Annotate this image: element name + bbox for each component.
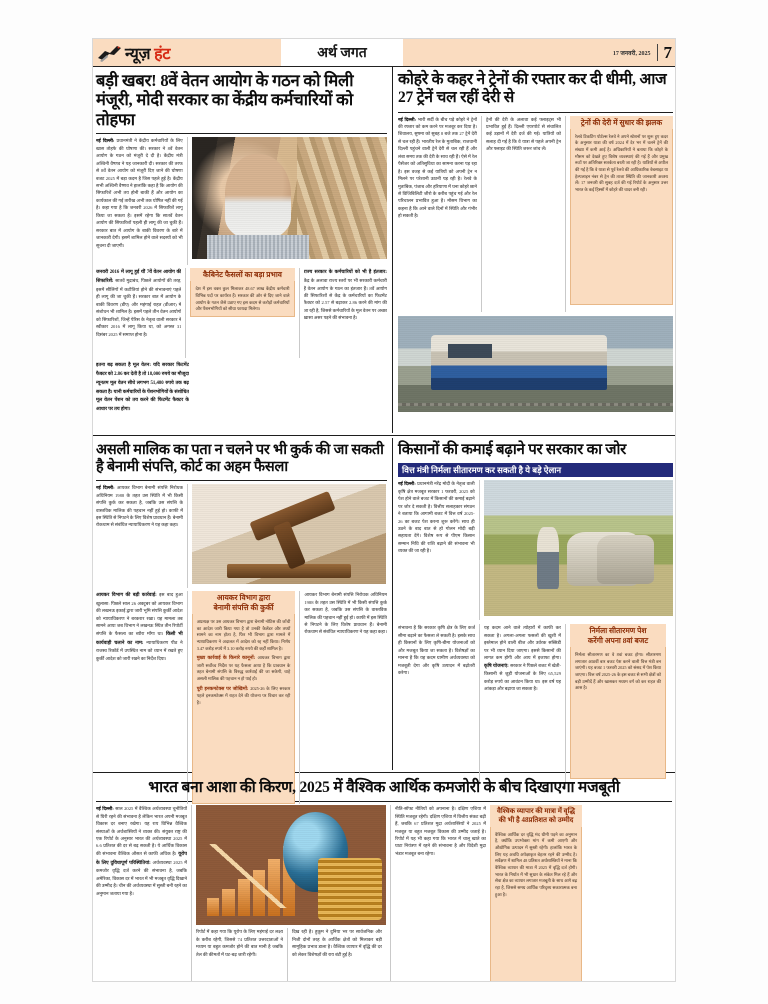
masthead-section: अर्थ जगत bbox=[281, 39, 403, 66]
masthead-date: 17 जनवरी, 2025 bbox=[612, 50, 651, 57]
story-5-col-4: दिख रही है। हुकूम ने दुनिया भर पर सार्वजनिक और निजी दोनों तरह के आर्थिक क्षेत्रों को मिलाकर बड़ी सामूहिक प्रभाव डाला है। वैश्विक व्यापार में वृद्धि की दर को लेकर विशेषज्ञों की राय बंटी हुई है। bbox=[292, 929, 382, 957]
eagle-icon bbox=[97, 43, 123, 63]
story-2-callout-title: ट्रेनों की देरी में सुधार की झलक bbox=[570, 116, 673, 129]
story-3-callout3-title: पूरी इनकमटेक्स पर जोखिमों: bbox=[196, 686, 249, 692]
story-1-callout-text: देश में इस वक्त कुल मिलाकर 48.67 लाख केंद्रीय कर्मचारी विभिन्न पदों पर कार्यरत हैं। सरकार की ओर से दिए जाने वाले आयोग के गठन जैसे उठाए गए इस कदम से करोड़ों कर्मचारियों और पेंशनभोगियों को सीधा फायदा मिलेगा। bbox=[195, 286, 290, 312]
story-3-col-1: नई दिल्ली: आयकर विभाग बेनामी संपत्ति निरोधक अधिनियम 1988 के तहत उस स्थिति में भी किसी संपत्ति कुर्क कर सकता है, जबकि उस संपत्ति के वास्तविक मालिक की पहचान नहीं हुई हो। काफी में इस स्थिति से निपटने के लिए विशेष प्रावधान हैं। बेनामी रोकथाम से संबंधित न्यायाधिकरण ने यह कहा कहा। bbox=[96, 485, 183, 528]
story-1-headline: बड़ी खबर! 8वें वेतन आयोग के गठन को मिली मंजूरी, मोदी सरकार का केंद्रीय कर्मचारियों को तोहफा bbox=[96, 71, 354, 129]
story-3-callout2-text: आयकर विभाग द्वारा जारी सर्वोच्च निर्देश पर यह फैसला आया है कि प्रावधान के तहत बेनामी संपत्ति के विरुद्ध कार्रवाई की जा सकेगी, चाहे असली मालिक की पहचान न हो पाई हो। bbox=[196, 655, 291, 681]
coins-graphic bbox=[318, 858, 383, 920]
story-2-col-2: ट्रेनों की देरी के अलावा कई फ्लाइट्स भी प्रभावित हुई हैं। दिल्ली एयरपोर्ट से संचालित कई उड़ानों में देरी दर्ज की गई। यात्रियों को सलाह दी गई है कि वे यात्रा से पहले अपनी ट्रेन और फ्लाइट की स्थिति जरूर जांच लें। bbox=[486, 116, 561, 152]
middle-row bbox=[93, 438, 675, 770]
story-5-col-3: रिपोर्ट में कहा गया कि यूरोप के लिए महंगाई दर लक्ष्य के करीब रहेगी, जिससे 74 प्रतिशत उत्तरदाताओं ने मध्यम या बहुत कमजोर होने की बात मानी है जबकि तेल की कीमतों में घट-बढ़ जारी रहेगी। bbox=[196, 929, 283, 957]
story-3 bbox=[93, 438, 393, 770]
story-4-headline: किसानों की कमाई बढ़ाने पर सरकार का जोर bbox=[398, 442, 627, 458]
story-4-col-3: यह कदम आने वाले त्योहारों में काफी कर सकता है। अगला-अगला फसलों की खुशी में इस्तेमाल होने वाली बीज और उर्वरक सब्सिडी पर भी ध्यान दिया जाएगा। इससे किसानों की लागत कम होगी और आय में इजाफा होगा। कृषि योजनाएं: सरकार ने पिछले बजट में खेती-किसानी से जुड़ी योजनाओं के लिए 65,529 करोड़ रुपये का आवंटन किया था। इस वर्ष यह आंकड़ा और बढ़ाया जा सकता है। bbox=[484, 625, 561, 692]
top-row bbox=[93, 67, 675, 433]
story-1-photo-modi bbox=[192, 137, 387, 259]
masthead-brand-area[interactable] bbox=[93, 39, 281, 66]
story-5-callout-text: वैश्विक आर्थिक दर वृद्धि मंद धीमी पड़ने का अनुमान है, क्योंकि उपभोक्ता मांग में कमी आएगी और औद्योगिक उत्पादन में सुस्ती रहेगी। हालांकि भारत के लिए यह अवधि अपेक्षाकृत बेहतर रहने की उम्मीद है। सर्वेक्षण में शामिल 48 प्रतिशत अर्थशास्त्रियों ने माना कि वैश्विक व्यापार की मात्रा में 2025 में वृद्धि दर्ज होगी। भारत के निर्यात में भी सुधार के संकेत मिल रहे हैं और सेवा क्षेत्र का व्यापार लगातार मजबूती के साथ आगे बढ़ रहा है, जिससे समग्र आर्थिक परिदृश्य सकारात्मक बना हुआ है। bbox=[495, 831, 577, 897]
story-3-col-3: आयकर विभाग बेनामी संपत्ति निरोधक अधिनियम 1988 के तहत उस स्थिति में भी किसी संपत्ति कुर्क कर सकता है, जबकि उस संपत्ति के वास्तविक मालिक की पहचान नहीं हुई हो। काफी में इस स्थिति से निपटने के लिए विशेष प्रावधान हैं। बेनामी रोकथाम से संबंधित न्यायाधिकरण ने यह कहा कहा। bbox=[304, 592, 388, 635]
story-1 bbox=[93, 67, 393, 433]
story-4-callout-title-line1: निर्मला सीतारमण पेश bbox=[589, 626, 647, 636]
story-4 bbox=[393, 438, 676, 770]
story-4-col-2: संभावना है कि सरकार कृषि क्षेत्र के लिए कर्ज सीमा बढ़ाने का फैसला ले सकती है। इसके साथ ही किसानों के लिए कृषि-बीमा योजनाओं को और मजबूत किया जा सकता है। विशेषज्ञों का मानना है कि यह कदम ग्रामीण अर्थव्यवस्था को मजबूती देगा और कृषि उत्पादन में बढ़ोतरी करेगा। bbox=[398, 625, 475, 675]
story-5-headline: भारत बना आशा की किरण, 2025 में वैश्विक आर्थिक कमजोरी के बीच दिखाएगा मजबूती bbox=[148, 779, 620, 796]
story-3-photo-gavel bbox=[192, 484, 386, 584]
story-5-col-1: नई दिल्ली: साल 2025 में वैश्विक अर्थव्यवस्था चुनौतियों से घिरी रहने की संभावना है लेकिन भारत अपनी मजबूत विकास दर बनाए रखेगा। यह राय विभिन्न वैश्विक संस्थाओं के अर्थशास्त्रियों ने व्यक्त की। संयुक्त राष्ट्र की एक रिपोर्ट के अनुसार भारत की अर्थव्यवस्था 2025 में 6.6 प्रतिशत की दर से बढ़ सकती है। ये आर्थिक विकास की संभावना वैश्विक औसत से काफी अधिक है। यूरोप के लिए दुविधापूर्ण परिस्थितियां: अर्थव्यवस्था 2025 में कमजोर वृद्धि दर्ज करने की संभावना है, जबकि अमेरिका, विकास दर में भारत में भी मजबूत वृद्धि दिखाने की उम्मीद है। चीन की अर्थव्यवस्था में सुस्ती बनी रहने का अनुमान जताया गया है। bbox=[96, 806, 187, 896]
story-4-col-1: नई दिल्ली: प्रधानमंत्री नरेंद्र मोदी के नेतृत्व वाली कृषि क्षेत्र मजबूत सरकार 1 फरवरी, 2025 को पेश होने वाले बजट में किसानों की कमाई बढ़ाने पर जोर दे सकती है। वित्तीय सलाहकार संगठन ने बताया कि आगामी बजट में वित्त वर्ष 2025-26 का बजट पेश करना शुरू करेंगे। साथ ही उठने के बाद बात से हो गोलन मोदी बड़ी सहायता देंगे। विशेष रूप से पीएम किसान सम्मान निधि की राशि बढ़ाने की संभावना भी व्यक्त की जा रही है। bbox=[398, 481, 475, 554]
masthead bbox=[93, 39, 675, 67]
story-4-callout-text: निर्मला सीतारमण का वे 8वां बजट होगा। सीतारमण लगातार आठवीं बार बजट पेश करने वाली वित्त मंत्री बन जाएंगी। यह बजट 1 फरवरी 2025 को संसद में पेश किया जाएगा। वित्त वर्ष 2025-26 के इस बजट से सभी क्षेत्रों को बड़ी उम्मीदें हैं और खासकर मध्यम वर्ग को कर राहत की आस है। bbox=[575, 652, 661, 691]
story-2-col-1: नई दिल्ली: भारी सर्दी के बीच पड़े कोहरे ने ट्रेनों की रफ्तार को कम करने पर मजबूर कर दिया है। शिवालय, सुषमा को सुबह 8 बजे तक 27 ट्रेनें देरी से चल रही हैं। भारतीय रेल के मुताबिक, राजधानी दिल्ली पहुंचने वाली ट्रेनें देरी से चल रही हैं और लंबा समय तक की देरी के साथ रही हैं। ऐसे में रेल पैसेंजर को अतिसुविधा का सामना करना पड़ रहा है। इस वजह से कई यात्रियों को अपनी ट्रेन न मिलने पर परेशानी उठानी पड़ रही है। रेलवे के मुताबिक, पंजाब और हरियाणा में घना कोहरे छाने से विजिबिलिटी जीरो के करीब पहुंच गई और रेल परिचालन प्रभावित हुआ है। मौसम विभाग का कहना है कि आने वाले दिनों में स्थिति और गंभीर हो सकती है। bbox=[398, 116, 477, 219]
story-1-col-3: राज्य सरकार के कर्मचारियों को भी है इंतजार: केंद्र के अलावा राज्य स्तरों पर भी सरकारी कर्मचारी हैं वेतन आयोग के गठन का इंतजार हैं। 8वें आयोग की सिफारिशों से केंद्र के कर्मचारियों का फिटमेंट फैक्टर को 2.57 से बढ़ाकर 2.86 करने की मांग की जा रही है, जिससे कर्मचारियों के मूल वेतन पर अच्छा खासा असर पड़ने की संभावना है। bbox=[303, 270, 387, 321]
story-3-callout-title-line1: आयकर विभाग द्वारा bbox=[216, 593, 271, 603]
page-number: 7 bbox=[657, 44, 673, 61]
story-5-callout-title-line1: वैश्विक व्यापार की मात्रा में वृद्धि bbox=[497, 807, 575, 816]
story-1-col-3b: इतना बढ़ सकता है मूल वेतन: यदि सरकार फिटमेंट फैक्टर को 2.86 कर देती है तो 18,000 रुपये का मौजूदा न्यूनतम मूल वेतन सीधे लगभग 51,480 रुपये तक बढ़ सकता है। यानी कर्मचारियों के पेंशनभोगियों के संशोधित मूल वेतन पेंशन को तय करने की फिटमेंट फैक्टर के आधार पर तय होगा। bbox=[96, 363, 189, 413]
story-3-callout2-sub: मुख्य कार्रवाई के किनारे कानूनों: bbox=[196, 656, 256, 662]
story-2-photo-train bbox=[398, 316, 673, 412]
story-5-photo-economy bbox=[196, 805, 386, 925]
story-4-dek: वित्त मंत्री निर्मला सीतारमण कर सकती है ये बड़े ऐलान bbox=[398, 463, 673, 478]
story-5 bbox=[93, 775, 675, 982]
story-4-callout-title-line2: करेंगी अपना 8वां बजट bbox=[587, 635, 649, 645]
masthead-meta bbox=[403, 39, 675, 66]
story-2 bbox=[393, 67, 676, 433]
story-1-col-1: नई दिल्ली: प्रधानमंत्री ने केंद्रीय कर्मचारियों के लिए खास तोहफे की घोषणा की। सरकार ने 8वें वेतन आयोग के गठन को मंजूरी दे दी है। केंद्रीय मंत्री अश्विनी वैष्णव ने यह जानकारी दी। सरकार की तरफ से 8वें वेतन आयोग को मंजूरी दिए जाने की घोषणा बजट 2025 में बड़ा कदम है जिस पहले हुई है। केंद्रीय सभी अश्विनी वैष्णव ने हालांकि कहा है कि आयोग की सिफारिशें अभी तय होनी बाकी हैं और आयोग का कार्यकाल की गई तारीख अभी तक घोषित नहीं की गई है। कहा गया है कि जनवरी 2026 में सिफारिशें लागू किया जा सकता है। इसमें रहेगा कि सातवें वेतन आयोग की सिफारिशों पहली ही लागू की जा चुकी हैं। सरकार बात में आयोग के बाकी विवरण के बारे में जानकारी देगी। इसमें शामिल होने वाले सदस्यों को भी सूचना दी जाएगी। bbox=[96, 138, 183, 248]
story-3-headline: असली मालिक का पता न चलने पर भी कुर्क की जा सकती है बेनामी संपत्ति, कोर्ट का अहम फैसला bbox=[96, 442, 384, 476]
story-5-callout-title-line2: की भी है 48प्रतिशत को उम्मीद bbox=[498, 816, 574, 825]
story-1-col-2: जनवरी 2016 में लागू हुई थीं 7वें वेतन आयोग की सिफारिशें: सातवें मुद्राबंध, पिछले आयोगों की तरह, इसमें सीलिंगों में कटौतियां होने की संभावनाएं पहले ही लागू की जा चुकी हैं। सरकार बात में आयोग के बाकी विवरण (डीए) और महंगाई राहत (डीआर) में संशोधन भी शामिल है। इसमें पहले तीन वेतन आयोगों को सिफारिशों, जिन्हें पेरिस के नेतृत्व वाली सरकार ने स्वीकार 2016 में लागू किया था, को अगस्त 31 दिसंबर 2025 में समाप्त होना है। bbox=[96, 270, 182, 337]
story-3-callout3-text: 2025-26 के लिए सरकार पहले इनकमटेक्स में राहत देने की योजना पर विचार कर रही है। bbox=[196, 685, 291, 705]
brand-title: न्यूज़ हंट bbox=[125, 45, 171, 63]
newspaper-sheet bbox=[92, 38, 676, 982]
story-2-callout-text: रेलवे टिकटिंग पोर्टल्स रेलवे ने अपने स्टेशनों पर शुरू हुए कदर के अनुसार यात्रा की वर्ष 2024 में देर भर में चलने ट्रेनें की संख्या में कमी आई है। अधिकारियों ने बताया कि कोहरे के मौसम को देखते हुए विशेष व्यवस्थाएं की गई हैं और प्रमुख रूटों पर अतिरिक्त सतर्कता बरती जा रही है। यात्रियों से अपील की गई है कि वे यात्रा से पूर्व रेलवे की आधिकारिक वेबसाइट या हेल्पलाइन नंबर से ट्रेन की ताजा स्थिति की जानकारी अवश्य लें। 17 जनवरी की सुबह दर्ज की गई रिपोर्ट के अनुसार उत्तर भारत के कई हिस्सों में कोहरे की चादर बनी रही। bbox=[575, 133, 668, 192]
story-4-photo-farm bbox=[484, 480, 673, 616]
story-3-col-2: आयकर विभाग की बड़ी कार्रवाई: इस बाद हुआ खुलासा: पिछले साल 26 अक्टूबर को आयकर विभाग की लखनऊ इकाई द्वारा जारी भूमि संपत्ति कुर्की आदेश को न्यायाधिकरण ने बरकरार रखा। यह मामला तब सामने आया जब विभाग ने लखनऊ स्थित तीन रिपोर्टी संपत्ति के फैसला का ब्यौरा माँगा था। किसी भी कार्यवाही चलाने का नाम: न्यायाधिकरण पीठ ने राजस्व रिकॉर्ड में उपस्थित नाम को ध्यान में रखते हुए कुर्की आदेश को जारी रखने का निर्देश दिया। bbox=[96, 592, 183, 661]
story-3-callout-title-line2: बेनामी संपत्ति की कुर्की bbox=[213, 602, 274, 612]
story-3-callout-text: अप्रत्यक्ष पर उस आयकर विभाग द्वारा बेनामी नोटिस की जाँची का आदेश जारी किया गया है तो उनकी कैलेंडर और तथ्यों सामने का नाम होता है, फिर भी विभाग द्वारा मामले में न्यायाधिकरण ने अदालत में आदेश को रद्द नहीं किया। निर्णय 3.47 करोड़ रुपये में 3.10 करोड़ रुपये की कहीं शामिल है। bbox=[196, 618, 291, 651]
story-1-callout-title: कैबिनेट फैसलों का बड़ा प्रभाव bbox=[190, 268, 294, 281]
story-2-headline: कोहरे के कहर ने ट्रेनों की रफ्तार कर दी धीमी, आज 27 ट्रेनें चल रहीं देरी से bbox=[398, 71, 667, 107]
story-5-col-5: नीति-सॉफ्ट नीतियों को अपनाना है। दक्षिण एशिया में स्थिति मजबूत रहेगी। दक्षिण एशिया में वित्तीय संकट बढ़ी हैं, जबकि 67 प्रतिशत मुद्रा अर्थशास्त्रियों ने 2025 में मजबूत या बहुत मजबूत विकास की उम्मीद जताई है। रिपोर्ट में यह भी कहा गया कि भारत में चालू खाते का घाटा नियंत्रण में रहने की संभावना है और विदेशी मुद्रा भंडार मजबूत बना रहेगा। bbox=[395, 806, 486, 856]
